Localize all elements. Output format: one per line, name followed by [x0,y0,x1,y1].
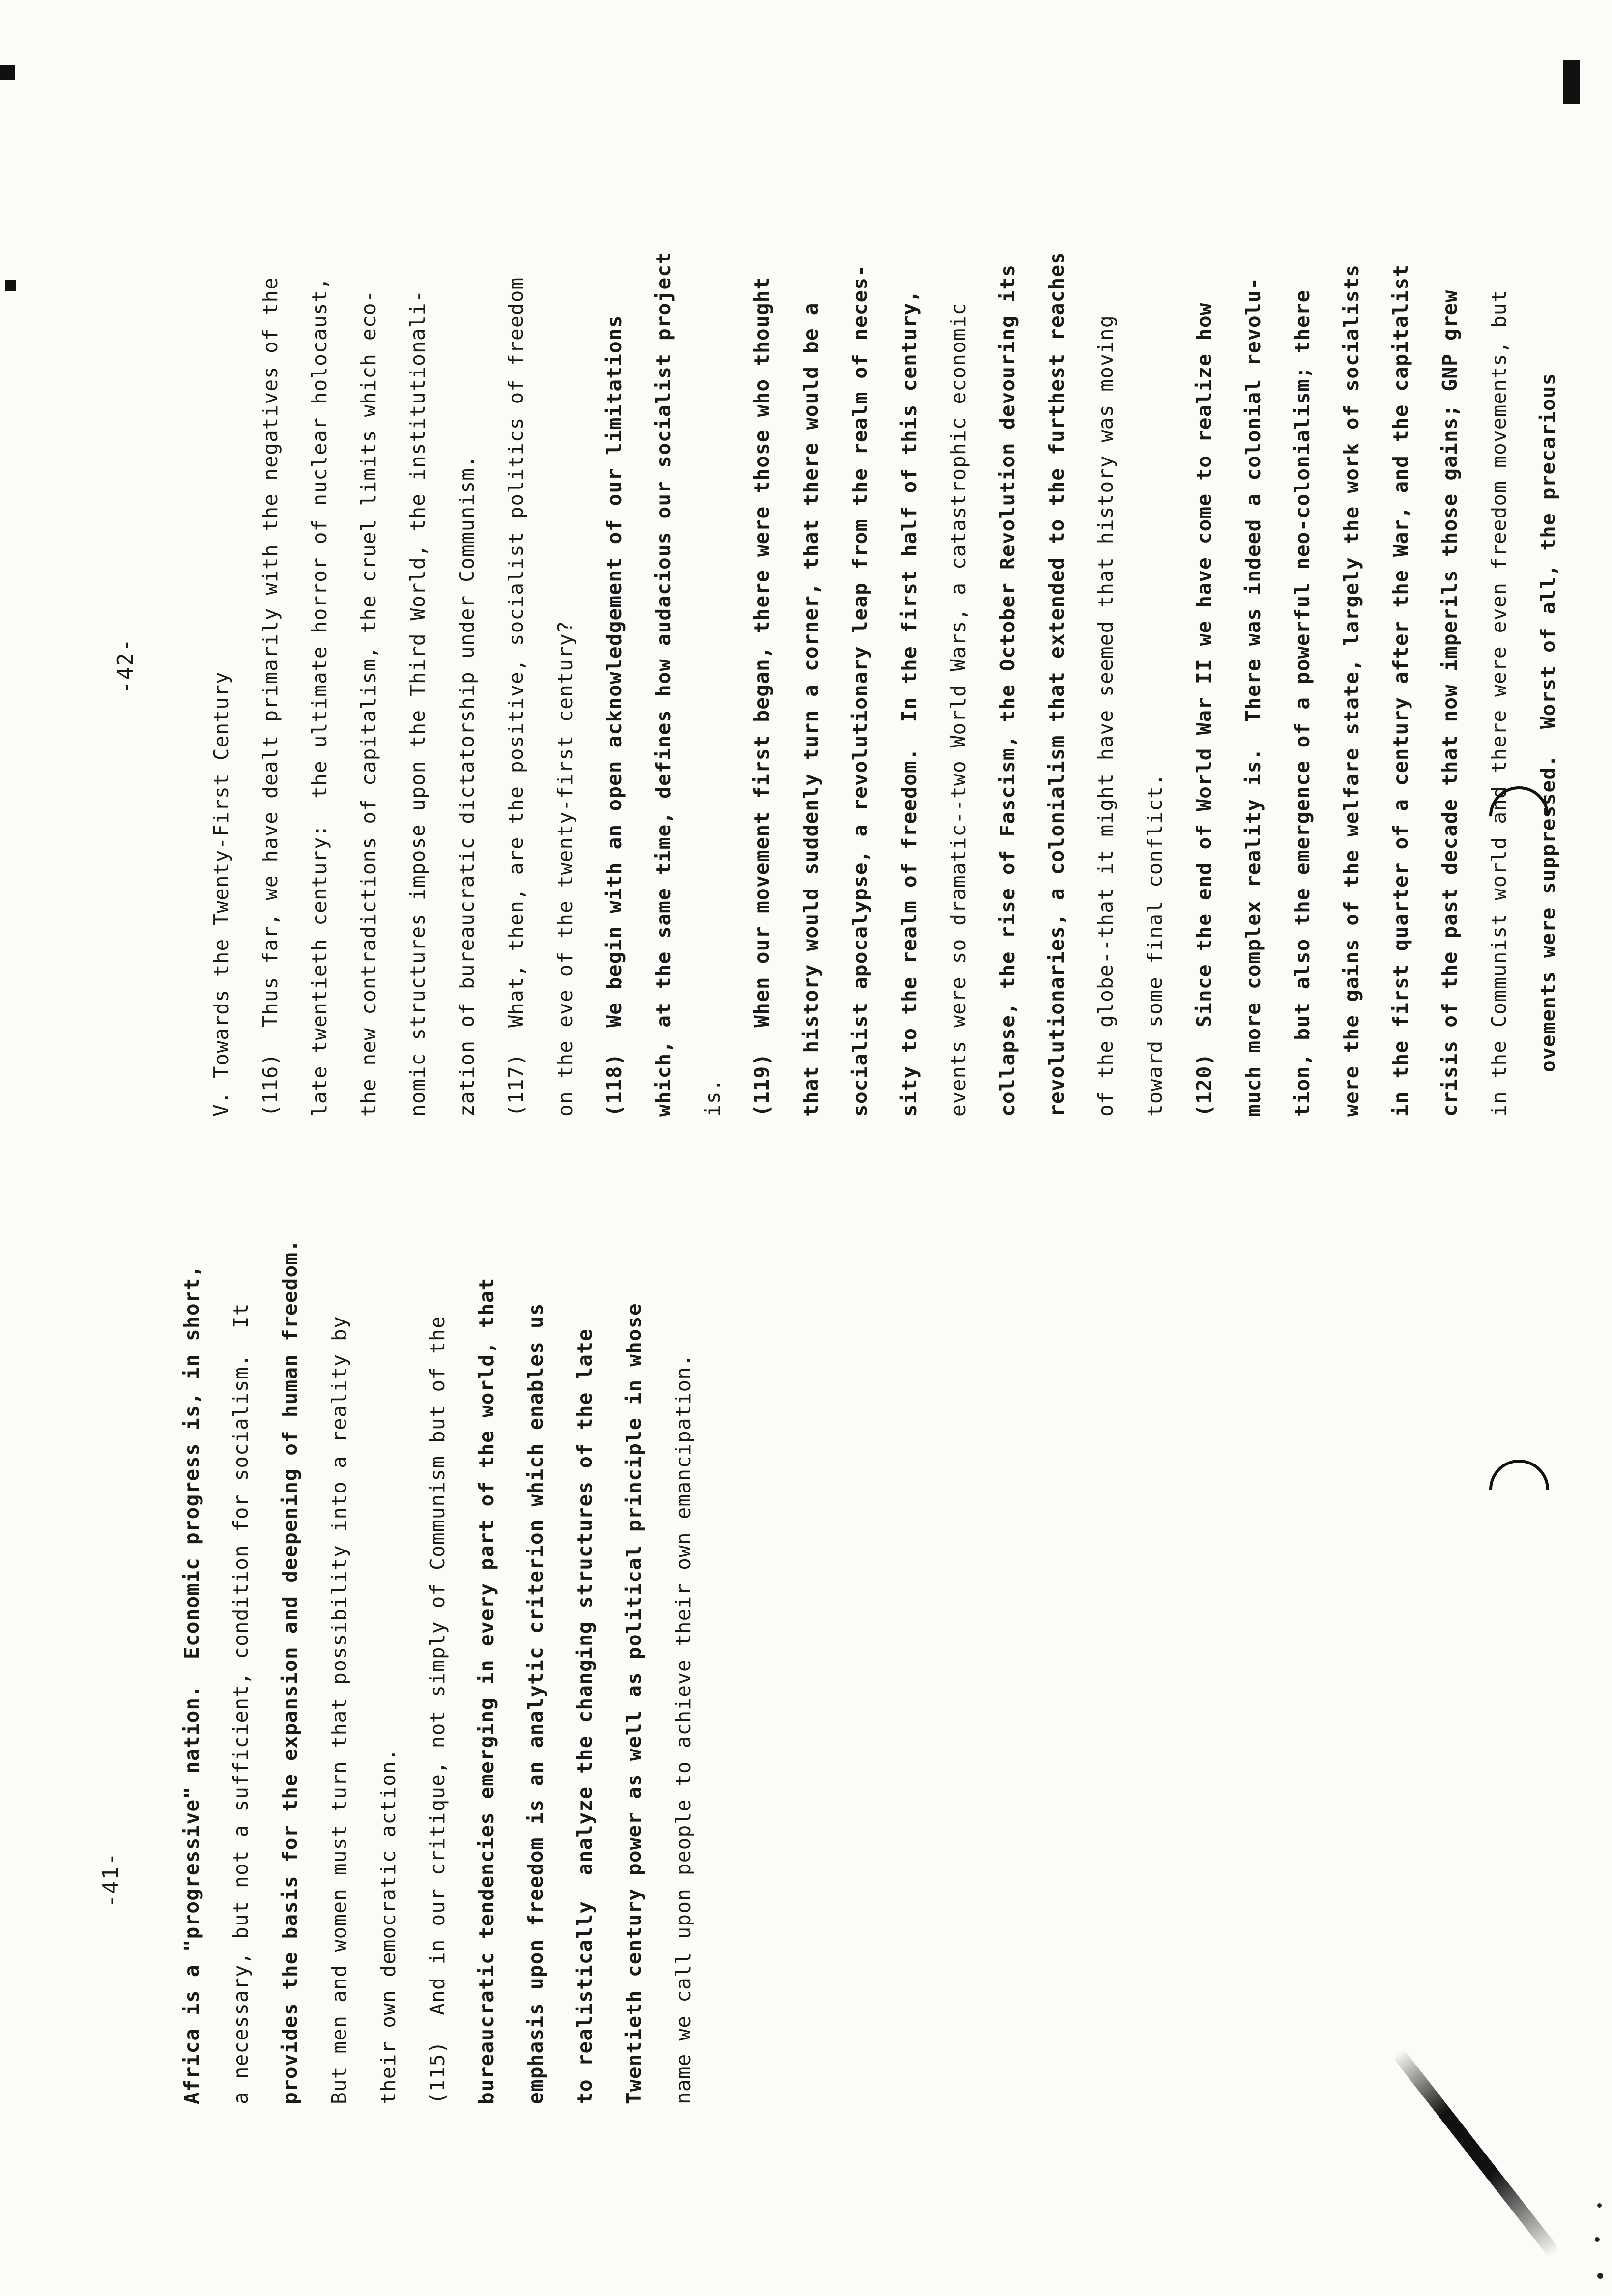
ink-speck [1597,2203,1602,2208]
text-line: crisis of the past decade that now imperils those gains; GNP grew [1438,289,1462,1117]
text-line: (115) And in our critique, not simply of Communism but of the [426,1316,449,2104]
right-page-number: -42- [113,638,138,694]
section-heading: V. Towards the Twenty-First Century [209,671,233,1117]
text-line: zation of bureaucratic dictatorship under Communism. [455,455,479,1117]
text-line: (117) What, then, are the positive, socialist politics of freedom [504,277,528,1117]
text-line: events were so dramatic--two World Wars, a catastrophic economic [947,302,970,1117]
text-line: (119) When our movement first began, there were those who thought [750,277,774,1117]
ink-speck [1595,2237,1600,2242]
scanner-streak [1392,2048,1560,2258]
text-line: the new contradictions of capitalism, the cruel limits which eco- [357,289,380,1117]
text-line: Twentieth century power as well as political principle in whose [622,1303,646,2104]
text-line: is. [701,1078,724,1117]
scan-edge-mark [5,280,16,291]
text-line: late twentieth century: the ultimate horror of nuclear holocaust, [308,277,331,1117]
scan-edge-mark [0,65,15,80]
left-page-number: -41- [98,1852,123,1908]
text-line: on the eve of the twenty-first century? [553,620,577,1117]
text-line: toward some final conflict. [1143,773,1167,1117]
text-line: (120) Since the end of World War II we have come to realize how [1192,302,1216,1117]
text-line: in the Communist world and there were even freedom movements, but [1487,289,1511,1117]
text-line: Africa is a "progressive" nation. Economic progress is, in short, [180,1264,203,2104]
text-line: were the gains of the welfare state, largely the work of socialists [1340,264,1363,1117]
text-line: their own democratic action. [376,1748,400,2104]
text-line: name we call upon people to achieve their own emancipation. [671,1353,695,2104]
text-line: tion, but also the emergence of a powerful neo-colonialism; there [1291,289,1314,1117]
text-line: to realistically analyze the changing structures of the late [573,1328,597,2104]
text-line: (118) We begin with an open acknowledgement of our limitations [603,315,626,1117]
text-line: a necessary, but not a sufficient, condition for socialism. It [229,1303,253,2104]
text-line: revolutionaries, a colonialism that extended to the furthest reaches [1045,251,1068,1117]
text-line: sity to the realm of freedom. In the first half of this century, [897,289,921,1117]
text-line: provides the basis for the expansion and deepening of human freedom. [278,1239,302,2104]
text-line: nomic structures impose upon the Third World, the institutionali- [406,289,430,1117]
text-line: collapse, the rise of Fascism, the October Revolution devouring its [996,264,1019,1117]
binder-hole-mark [1477,1447,1562,1532]
ink-speck [1597,2273,1603,2279]
text-line: But men and women must turn that possibility into a reality by [327,1316,351,2104]
text-line: ovements were suppressed. Worst of all, the precarious [1536,373,1560,1072]
text-line: much more complex reality is. There was indeed a colonial revolu- [1241,277,1265,1117]
text-line: that history would suddenly turn a corner, that there would be a [799,302,823,1117]
scan-edge-mark [1563,60,1580,104]
text-line: emphasis upon freedom is an analytic criterion which enables us [524,1303,547,2104]
text-line: bureaucratic tendencies emerging in every part of the world, that [475,1277,498,2104]
text-line: (116) Thus far, we have dealt primarily with the negatives of the [259,277,282,1117]
text-line: in the first quarter of a century after the War, and the capitalist [1389,264,1412,1117]
text-line: socialist apocalypse, a revolutionary leap from the realm of neces- [848,264,872,1117]
text-line: which, at the same time, defines how audacious our socialist project [652,251,675,1117]
text-line: of the globe--that it might have seemed that history was moving [1094,315,1118,1117]
